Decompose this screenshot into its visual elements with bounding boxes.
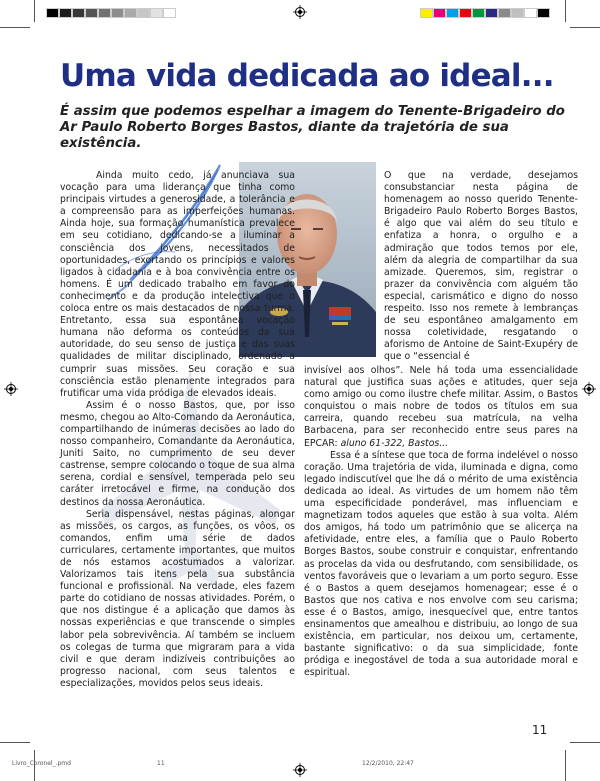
crop-mark — [565, 0, 566, 22]
color-swatch — [537, 8, 550, 18]
page-number: 11 — [532, 723, 548, 737]
color-swatch — [498, 8, 511, 18]
paragraph-continuation: invisível aos olhos”. Nele há toda uma essencialidade natural que justifica suas ações e atitudes, quer seja como amigo ou como ilustre chefe militar. Assim, o Bastos conquistou o mais nobre de todos os títulos em sua carreira, quando recebeu sua matrícula, na velha Barbacena, para ser reconhecido entre seus pares na EPCAR: — [304, 365, 578, 449]
color-swatch — [59, 8, 72, 18]
paragraph: Ainda muito cedo, já anunciava sua vocação para uma liderança que tinha como principais virtudes a generosidade, a tolerância e a compreensão para as imperfeições humanas. Ainda hoje, sua formação humanística prevalece em seu cotidiano, dedicando-se a iluminar a consciência dos jovens, necessitados de oportunidades, exortando os princípios e valores ligados à cidadania e à boa convivência entre os homens. É um dedicado trabalho em favor do conhecimento e da produção intelectiva que o coloca entre os mais destacados de nossa turma. Entretanto, essa sua espontânea vocação humana não deforma os conteúdos da sua autoridade, do seu senso de justiça e das suas qualidades de militar disciplinado, ordenado a cumprir suas missões. Seu coração e sua consciência estão plenamente integrados para frutificar uma vida pródiga de elevados ideais. — [60, 170, 295, 399]
color-swatch — [46, 8, 59, 18]
crop-mark — [565, 750, 566, 781]
color-swatch — [446, 8, 459, 18]
crop-mark — [34, 0, 35, 22]
color-swatch — [420, 8, 433, 18]
color-swatch — [124, 8, 137, 18]
paragraph: Seria dispensável, nestas páginas, alongar as missões, os cargos, as funções, os vôos, os comandos, enfim uma série de dados curriculares, certamente importantes, que muitos de nós estamos acostumados a valorizar. Valorizamos tais itens pela sua substância funcional e profissional. Na verdade, eles fazem parte do cotidiano de nossas atividades. Porém, o que nos distingue é a aplicação que damos às nossas experiências e que transcende o simples labor pela sobrevivência. Aí também se incluem os colegas de turma que migraram para a vida civil e que deram indizíveis contribuições ao progresso nacional, com seus talentos e especializações, movidos pelos seus ideais. — [60, 508, 295, 689]
slug-datetime: 12/2/2010, 22:47 — [362, 760, 414, 767]
registration-mark-icon — [582, 382, 596, 396]
color-swatch — [111, 8, 124, 18]
article-column-right-top — [384, 170, 578, 364]
article-column-right — [304, 365, 578, 679]
color-swatch — [150, 8, 163, 18]
color-swatch — [511, 8, 524, 18]
slug-filename: Livro_Coronel_.pmd — [12, 760, 71, 767]
article-column-left — [60, 170, 295, 690]
page-subtitle: É assim que podemos espelhar a imagem do Tenente-Brigadeiro do Ar Paulo Roberto Borges Bastos, diante da trajetória de sua existência. — [60, 104, 565, 151]
paragraph: Essa é a síntese que toca de forma indelével o nosso coração. Uma trajetória de vida, iluminada e digna, como legado indiscutível que lhe dá o mérito de uma existência dedicada ao ideal. As virtudes de um homem não têm uma especificidade ponderável, mas influenciam e magnetizam todos aqueles que estão à sua volta. Além dos amigos, há todo um patrimônio que se alicerça na afetividade, entre eles, a família que o Paulo Roberto Borges Bastos, soube construir e conquistar, enfrentando as procelas da vida ou desfrutando, com sensibilidade, os ventos favoráveis que o levariam a um porto seguro. Esse é o Bastos a quem desejamos homenagear; esse é o Bastos que nos cativa e nos envolve com seu carisma; esse é o Bastos, amigo, inesquecível que, entre tantos ensinamentos que amealhou e distribuiu, ao longo de sua existência, em particular, nos deixou um, certamente, bastante significativo: o da sua simplicidade, fonte pródiga e inegostável de toda a sua autoridade moral e espiritual. — [304, 449, 578, 679]
color-swatch — [85, 8, 98, 18]
color-swatch — [472, 8, 485, 18]
color-swatch — [98, 8, 111, 18]
slug-page: 11 — [157, 760, 165, 767]
paragraph: Assim é o nosso Bastos, que, por isso mesmo, chegou ao Alto-Comando da Aeronáutica, compartilhando de inúmeras decisões ao lado do nosso companheiro, Comandante da Aeronáutica, Juniti Saito, no cumprimento de seu dever castrense, sempre colocando o toque de sua alma serena, cordial e sensível, temperada pelo seu caráter irretocável e firme, na condução dos destinos da nossa Aeronáutica. — [60, 399, 295, 508]
crop-mark — [570, 27, 600, 28]
registration-mark-icon — [293, 5, 307, 19]
student-registration: aluno 61-322, Bastos... — [340, 437, 449, 449]
crop-mark — [570, 742, 600, 743]
crop-mark — [0, 742, 30, 743]
color-swatch — [485, 8, 498, 18]
color-swatch — [72, 8, 85, 18]
page-title: Uma vida dedicada ao ideal... — [60, 58, 554, 94]
paragraph: O que na verdade, desejamos consubstanciar nesta página de homenagem ao nosso querido Tenente-Brigadeiro Paulo Roberto Borges Bastos, é algo que vai além do seu título e enfatiza a honra, o orgulho e a admiração que todos temos por ele, além da alegria de compartilhar da sua amizade. Queremos, sim, registrar o prazer da convivência com alguém tão especial, carismático e digno do nosso respeito. Isso nos remete à lembranças de seu espontâneo amalgamento em nossa coletividade, resgatando o aforismo de Antoine de Saint-Exupéry de que o “essencial é — [384, 170, 578, 363]
crop-mark — [0, 27, 30, 28]
color-swatch — [163, 8, 176, 18]
registration-mark-icon — [293, 763, 307, 777]
grayscale-color-bar — [46, 8, 176, 16]
color-swatch — [433, 8, 446, 18]
color-swatch — [459, 8, 472, 18]
registration-mark-icon — [4, 382, 18, 396]
color-swatch — [137, 8, 150, 18]
paragraph — [304, 365, 578, 450]
process-color-bar — [420, 8, 550, 16]
color-swatch — [524, 8, 537, 18]
